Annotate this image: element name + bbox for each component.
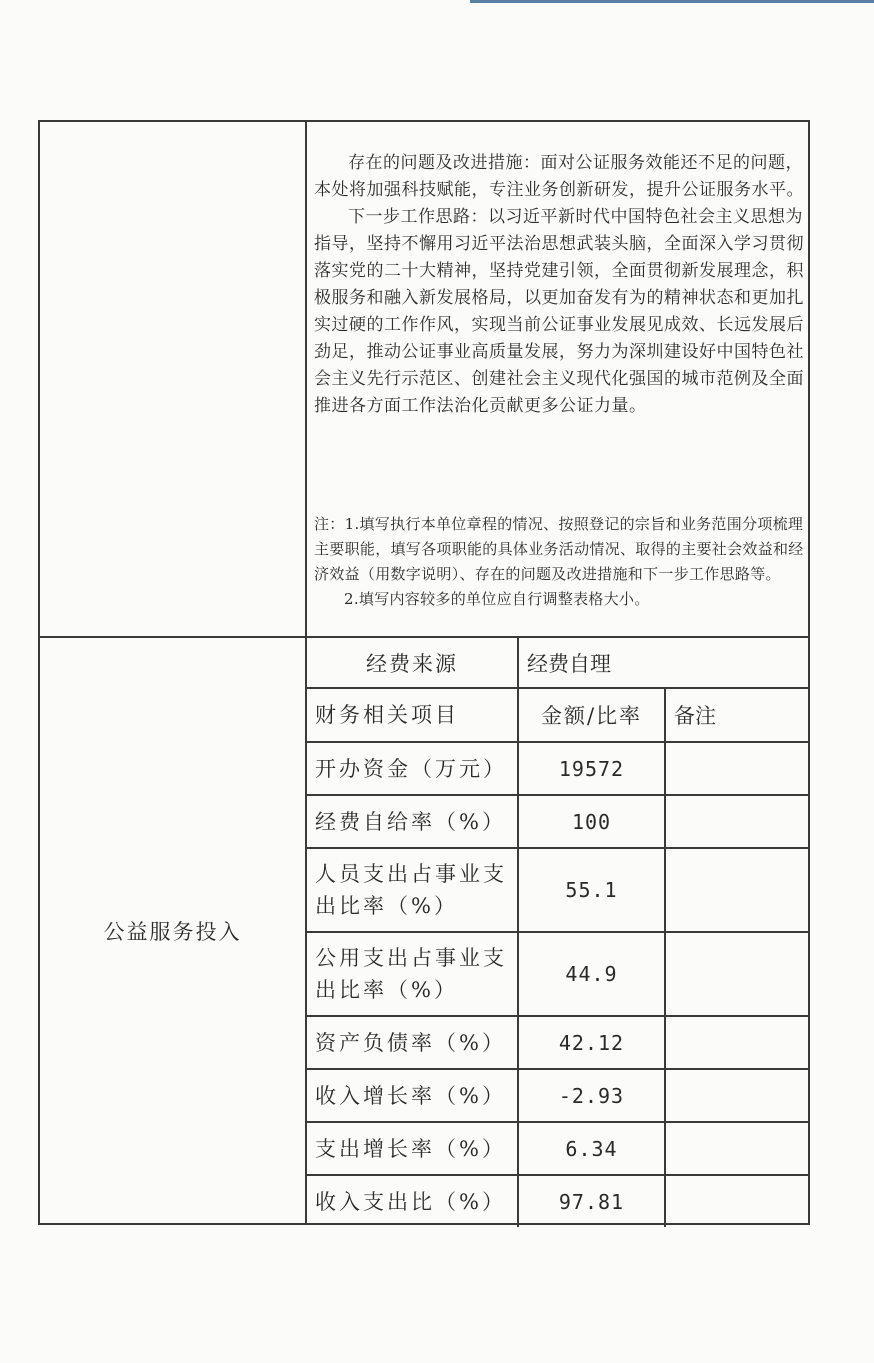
row-label: 人员支出占事业支出比率（%） [307, 848, 518, 932]
row-value: 6.34 [518, 1122, 665, 1175]
row-value: 100 [518, 795, 665, 848]
header-remark: 备注 [665, 688, 810, 742]
row-remark [665, 932, 810, 1016]
work-summary-cell [314, 150, 804, 420]
row-value: 44.9 [518, 932, 665, 1016]
row-remark [665, 1175, 810, 1227]
table-row [307, 1122, 810, 1175]
note-item-2: 2.填写内容较多的单位应自行调整表格大小。 [344, 590, 650, 608]
row-remark [665, 795, 810, 848]
source-value: 经费自理 [518, 638, 810, 688]
table-row [307, 848, 810, 932]
row-label: 支出增长率（%） [307, 1122, 518, 1175]
row-label: 公用支出占事业支出比率（%） [307, 932, 518, 1016]
row-remark [665, 1016, 810, 1069]
header-amount: 金额/比率 [518, 688, 665, 742]
row-remark [665, 742, 810, 795]
row-label: 收入支出比（%） [307, 1175, 518, 1227]
finance-table [307, 638, 810, 1227]
table-row [307, 1016, 810, 1069]
row-remark [665, 848, 810, 932]
row-value: -2.93 [518, 1069, 665, 1122]
table-header-row [307, 688, 810, 742]
source-label: 经费来源 [307, 638, 518, 688]
row-remark [665, 1122, 810, 1175]
report-table [38, 120, 810, 1225]
row-value: 97.81 [518, 1175, 665, 1227]
top-edge-bar [470, 0, 874, 3]
row-value: 42.12 [518, 1016, 665, 1069]
row-remark [665, 1069, 810, 1122]
table-row [307, 932, 810, 1016]
problems-paragraph: 存在的问题及改进措施：面对公证服务效能还不足的问题，本处将加强科技赋能，专注业务创新研发，提升公证服务水平。 [314, 153, 804, 200]
section-label: 公益服务投入 [103, 919, 242, 944]
table-row [307, 742, 810, 795]
row-label: 经费自给率（%） [307, 795, 518, 848]
row-value: 55.1 [518, 848, 665, 932]
header-item: 财务相关项目 [307, 688, 518, 742]
table-row [307, 638, 810, 688]
next-steps-paragraph: 下一步工作思路：以习近平新时代中国特色社会主义思想为指导，坚持不懈用习近平法治思想武装头脑，全面深入学习贯彻落实党的二十大精神，坚持党建引领，全面贯彻新发展理念，积极服务和融入新发展格局，以更加奋发有为的精神状态和更加扎实过硬的工作作风，实现当前公证事业发展见成效、长远发展后劲足，推动公证事业高质量发展，努力为深圳建设好中国特色社会主义先行示范区、创建社会主义现代化强国的城市范例及全面推进各方面工作法治化贡献更多公证力量。 [314, 207, 804, 416]
row-label: 开办资金（万元） [307, 742, 518, 795]
table-row [307, 1175, 810, 1227]
note-item-1: 注：1.填写执行本单位章程的情况、按照登记的宗旨和业务范围分项梳理主要职能，填写各项职能的具体业务活动情况、取得的主要社会效益和经济效益（用数字说明）、存在的问题及改进措施和下一步工作思路等。 [314, 515, 804, 583]
table-row [307, 1069, 810, 1122]
row-label: 收入增长率（%） [307, 1069, 518, 1122]
table-row [307, 795, 810, 848]
row-label: 资产负债率（%） [307, 1016, 518, 1069]
row-value: 19572 [518, 742, 665, 795]
form-note [314, 512, 806, 612]
